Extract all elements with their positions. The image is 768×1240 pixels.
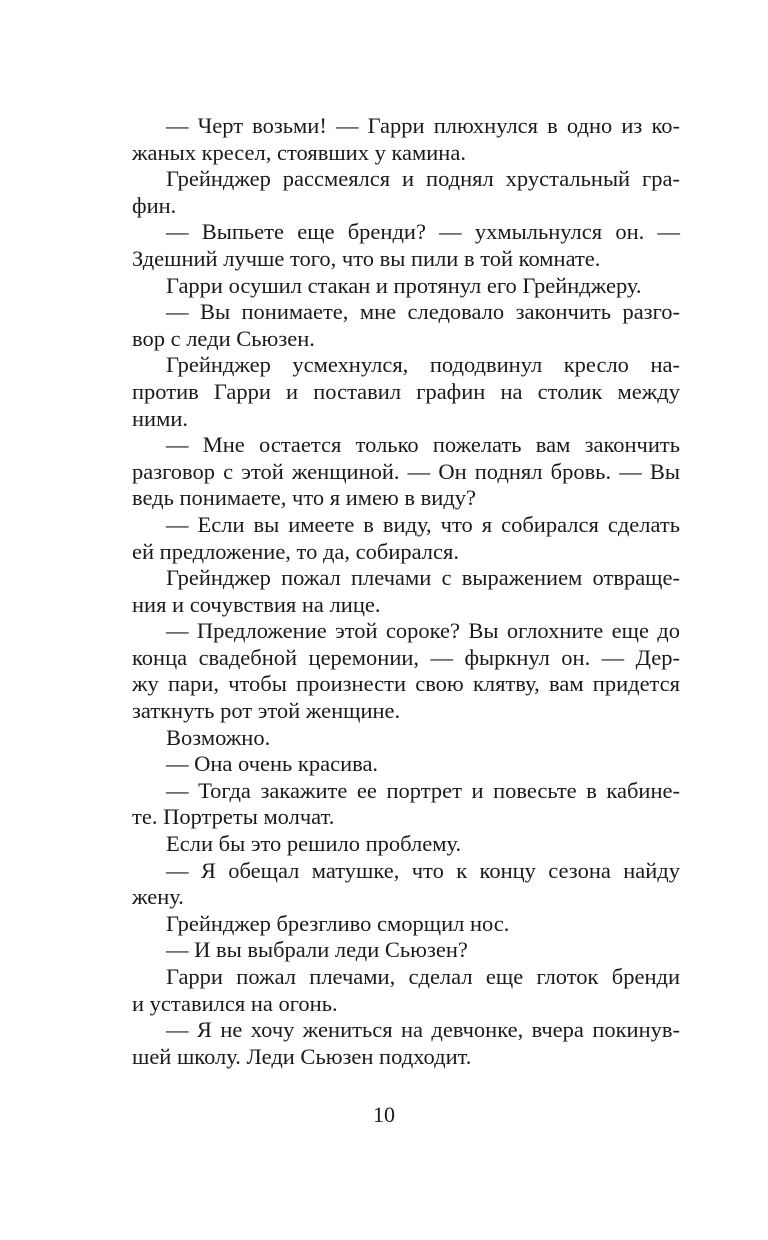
page-number: 10	[373, 1102, 395, 1127]
text-line: те. Портреты молчат.	[132, 804, 335, 830]
text-line: жу пари, чтобы произнести свою клятву, вам придется	[132, 671, 680, 697]
text-line: шей школу. Леди Сьюзен подходит.	[132, 1043, 472, 1069]
text-line: Грейнджер брезгливо сморщил нос.	[166, 910, 510, 936]
text-line: Грейнджер рассмеялся и поднял хрустальный гра-	[166, 166, 680, 192]
text-line: — Предложение этой сороке? Вы оглохните еще до	[166, 618, 680, 644]
text-line: заткнуть рот этой женщине.	[132, 698, 401, 724]
text-line: Грейнджер пожал плечами с выражением отвраще-	[166, 565, 680, 591]
text-line: — Вы понимаете, мне следовало закончить разго-	[166, 299, 680, 325]
text-line: вор с леди Сьюзен.	[132, 325, 315, 351]
text-line: Гарри пожал плечами, сделал еще глоток бренди	[166, 964, 680, 989]
text-line: — И вы выбрали леди Сьюзен?	[166, 937, 468, 963]
text-line: ей предложение, то да, собирался.	[132, 538, 459, 564]
text-line: против Гарри и поставил графин на столик между	[132, 378, 680, 404]
body-text	[132, 113, 680, 1070]
text-line: — Я не хочу жениться на девчонке, вчера покинув-	[166, 1017, 680, 1043]
text-line: — Выпьете еще бренди? — ухмыльнулся он. —	[166, 219, 680, 245]
text-line: — Черт возьми! — Гарри плюхнулся в одно из ко-	[166, 113, 680, 138]
text-line: жаных кресел, стоявших у камина.	[132, 139, 466, 165]
text-line: конца свадебной церемонии, — фыркнул он. — Дер-	[132, 644, 680, 670]
text-line: и уставился на огонь.	[132, 990, 338, 1016]
text-line: Возможно.	[166, 724, 271, 750]
text-line: — Она очень красива.	[166, 751, 379, 777]
text-line: ними.	[132, 405, 188, 431]
text-line: Гарри осушил стакан и протянул его Грейнджеру.	[166, 272, 642, 298]
text-line: — Если вы имеете в виду, что я собирался сделать	[166, 511, 680, 537]
text-line: Грейнджер усмехнулся, пододвинул кресло на-	[166, 352, 680, 378]
text-line: жену.	[132, 884, 184, 910]
text-line: — Тогда закажите ее портрет и повесьте в кабине-	[166, 777, 680, 803]
text-line: фин.	[132, 192, 177, 218]
text-line: разговор с этой женщиной. — Он поднял бровь. — Вы	[132, 458, 680, 484]
text-line: — Мне остается только пожелать вам закончить	[166, 432, 680, 458]
text-line: ведь понимаете, что я имею в виду?	[132, 485, 477, 511]
text-line: — Я обещал матушке, что к концу сезона найду	[166, 857, 680, 883]
text-line: ния и сочувствия на лице.	[132, 591, 381, 617]
text-line: Если бы это решило проблему.	[166, 831, 462, 857]
text-line: Здешний лучше того, что вы пили в той комнате.	[132, 245, 601, 271]
